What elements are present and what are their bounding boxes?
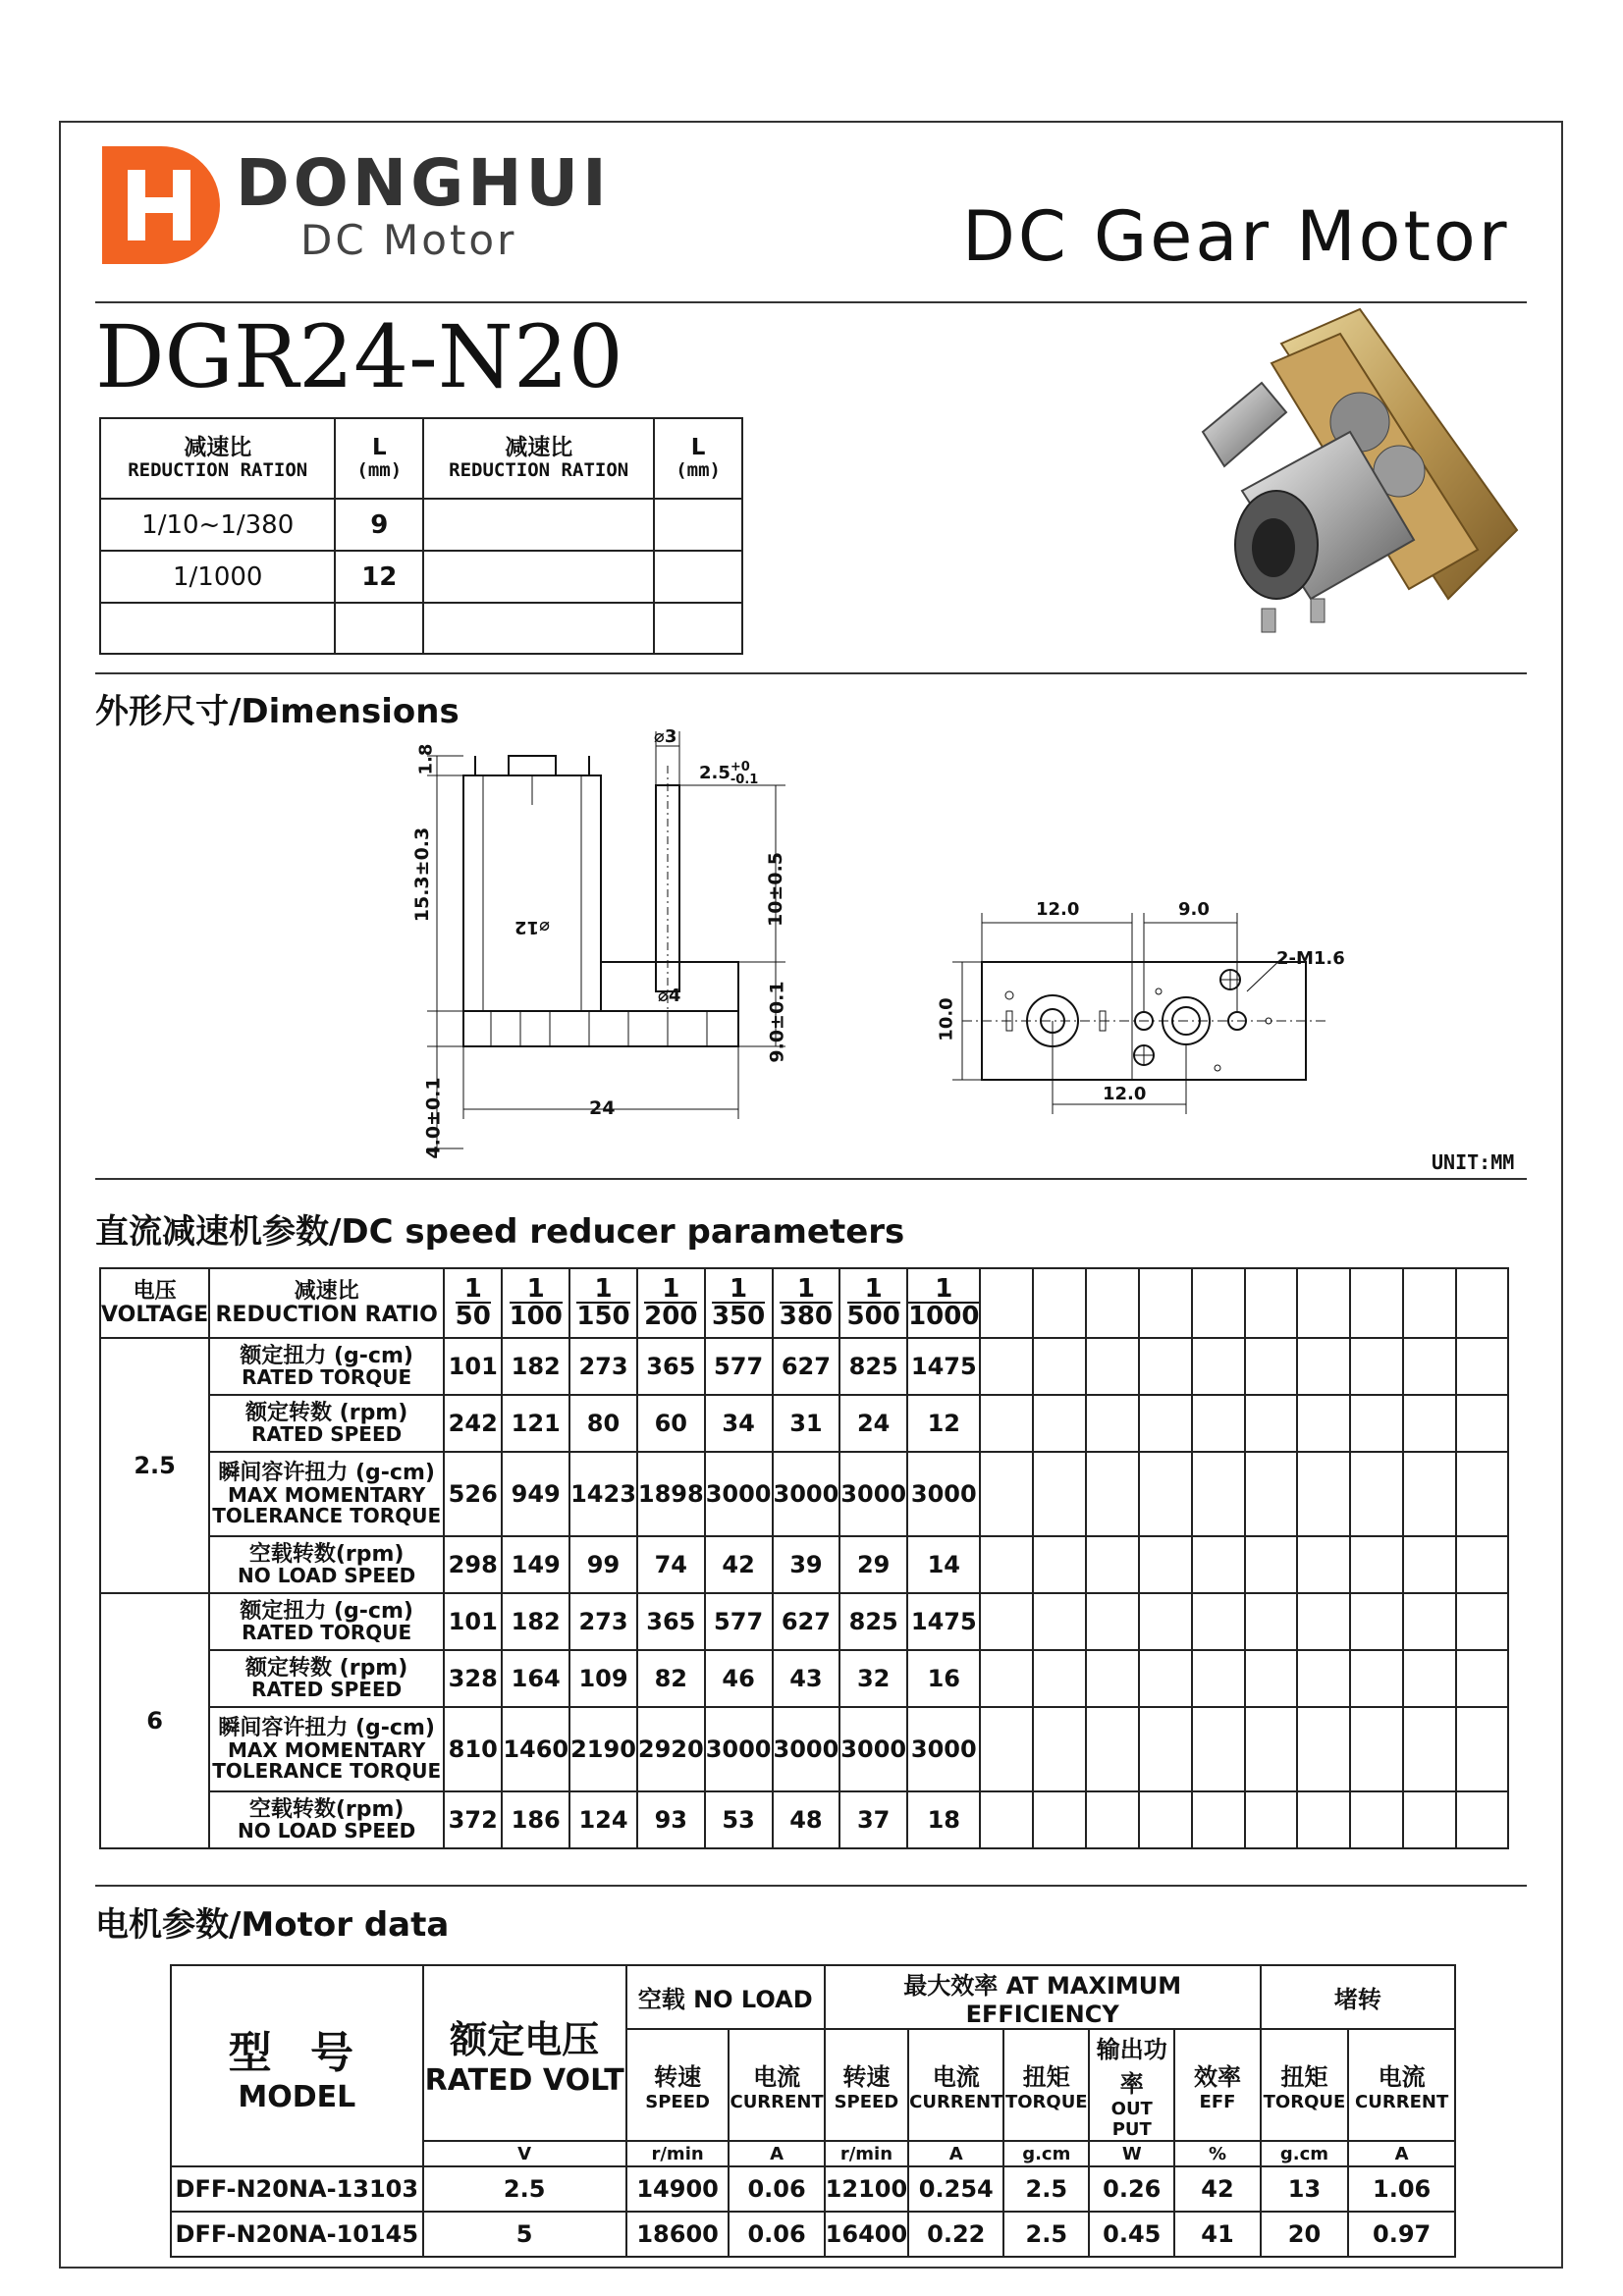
value-cell: 149 bbox=[502, 1536, 569, 1593]
value-cell: 46 bbox=[705, 1650, 773, 1707]
value-cell: 124 bbox=[569, 1791, 637, 1848]
value-cell: 3000 bbox=[773, 1452, 840, 1536]
value-cell: 5 bbox=[423, 2212, 626, 2257]
value-cell: 2.5 bbox=[1003, 2212, 1089, 2257]
value-cell: 41 bbox=[1174, 2212, 1260, 2257]
value-cell: 328 bbox=[444, 1650, 502, 1707]
brand-subtitle: DC Motor bbox=[300, 216, 517, 264]
param-label: 额定扭力 (g-cm) RATED TORQUE bbox=[209, 1338, 444, 1395]
value-cell: 0.26 bbox=[1089, 2166, 1174, 2212]
dim-shaft-length: 10±0.5 bbox=[765, 851, 787, 928]
value-cell: 825 bbox=[839, 1593, 907, 1650]
value-cell: 1475 bbox=[907, 1338, 980, 1395]
value-cell: 12 bbox=[907, 1395, 980, 1452]
dim-side-b: 9.0 bbox=[1178, 899, 1210, 920]
model-header-cn: 型 号 bbox=[228, 2028, 365, 2078]
value-cell: 32 bbox=[839, 1650, 907, 1707]
voltage-cell: 6 bbox=[100, 1593, 209, 1848]
value-cell: 3000 bbox=[705, 1452, 773, 1536]
dim-gear-height: 9.0±0.1 bbox=[766, 981, 788, 1063]
donghui-logo-icon bbox=[98, 142, 224, 268]
value-cell: 182 bbox=[502, 1338, 569, 1395]
value-cell: 42 bbox=[1174, 2166, 1260, 2212]
dim-width: 24 bbox=[589, 1097, 616, 1119]
ratio-header: $\frac{1}{1000}$ bbox=[907, 1268, 980, 1338]
value-cell: 16400 bbox=[825, 2212, 909, 2257]
value-cell: 0.97 bbox=[1348, 2212, 1455, 2257]
value-cell: 2.5 bbox=[1003, 2166, 1089, 2212]
dim-flat: 2.5 +0 -0.1 bbox=[699, 760, 759, 787]
value-cell: 0.254 bbox=[908, 2166, 1003, 2212]
table-row bbox=[100, 1791, 1508, 1848]
value-cell: 13 bbox=[1261, 2166, 1349, 2212]
dim-side-c: 12.0 bbox=[1103, 1084, 1147, 1104]
value-cell: 39 bbox=[773, 1536, 840, 1593]
value-cell: 577 bbox=[705, 1338, 773, 1395]
value-cell: 12100 bbox=[825, 2166, 909, 2212]
value-cell: 242 bbox=[444, 1395, 502, 1452]
ratio-header: $\frac{1}{100}$ bbox=[502, 1268, 569, 1338]
value-cell: 298 bbox=[444, 1536, 502, 1593]
dim-base-height: 4.0±0.1 bbox=[422, 1077, 445, 1159]
value-cell: 48 bbox=[773, 1791, 840, 1848]
param-label: 空载转数(rpm) NO LOAD SPEED bbox=[209, 1536, 444, 1593]
value-cell: 3000 bbox=[839, 1452, 907, 1536]
value-cell: 3000 bbox=[705, 1707, 773, 1791]
value-cell: 31 bbox=[773, 1395, 840, 1452]
value-cell: 74 bbox=[637, 1536, 705, 1593]
value-cell: 80 bbox=[569, 1395, 637, 1452]
value-cell: 825 bbox=[839, 1338, 907, 1395]
value-cell: 16 bbox=[907, 1650, 980, 1707]
dim-top-gap: 1.8 bbox=[415, 743, 437, 775]
value-cell: 121 bbox=[502, 1395, 569, 1452]
value-cell: 82 bbox=[637, 1650, 705, 1707]
value-cell: 34 bbox=[705, 1395, 773, 1452]
voltage-cell: 2.5 bbox=[100, 1338, 209, 1593]
table-row bbox=[100, 1593, 1508, 1650]
ratio-header: $\frac{1}{380}$ bbox=[773, 1268, 840, 1338]
dim-dia12: ⌀12 bbox=[514, 917, 550, 937]
table-row bbox=[100, 1452, 1508, 1536]
value-cell: 53 bbox=[705, 1791, 773, 1848]
value-cell: 273 bbox=[569, 1338, 637, 1395]
param-label: 额定转数 (rpm) RATED SPEED bbox=[209, 1650, 444, 1707]
length-table: 减速比 REDUCTION RATION L (mm) 减速比 REDUCTION RATION L (mm) 1/10~1/380 9 1/1000 12 bbox=[99, 417, 743, 655]
value-cell: 526 bbox=[444, 1452, 502, 1536]
value-cell: 182 bbox=[502, 1593, 569, 1650]
model-header-en: MODEL bbox=[238, 2080, 356, 2114]
value-cell: 20 bbox=[1261, 2212, 1349, 2257]
param-label: 额定转数 (rpm) RATED SPEED bbox=[209, 1395, 444, 1452]
value-cell: 1423 bbox=[569, 1452, 637, 1536]
value-cell: 0.22 bbox=[908, 2212, 1003, 2257]
value-cell: 1.06 bbox=[1348, 2166, 1455, 2212]
value-cell: 2190 bbox=[569, 1707, 637, 1791]
dim-side-height: 10.0 bbox=[936, 997, 957, 1041]
value-cell: 365 bbox=[637, 1338, 705, 1395]
value-cell: 37 bbox=[839, 1791, 907, 1848]
value-cell: 0.06 bbox=[729, 2212, 824, 2257]
table-row: 1/1000 12 bbox=[100, 551, 742, 603]
value-cell: 627 bbox=[773, 1593, 840, 1650]
value-cell: 164 bbox=[502, 1650, 569, 1707]
value-cell: 101 bbox=[444, 1593, 502, 1650]
unit-label: UNIT:MM bbox=[1432, 1150, 1515, 1174]
value-cell: 14 bbox=[907, 1536, 980, 1593]
section-divider bbox=[95, 1178, 1527, 1180]
ratio-header: $\frac{1}{150}$ bbox=[569, 1268, 637, 1338]
value-cell: 93 bbox=[637, 1791, 705, 1848]
motor-title: 电机参数/Motor data bbox=[95, 1905, 450, 1945]
param-label: 额定扭力 (g-cm) RATED TORQUE bbox=[209, 1593, 444, 1650]
value-cell: 372 bbox=[444, 1791, 502, 1848]
value-cell: 1898 bbox=[637, 1452, 705, 1536]
value-cell: 3000 bbox=[907, 1452, 980, 1536]
value-cell: 3000 bbox=[773, 1707, 840, 1791]
dim-dia3: ⌀3 bbox=[654, 726, 677, 747]
dim-side-a: 12.0 bbox=[1036, 899, 1080, 920]
value-cell: 42 bbox=[705, 1536, 773, 1593]
dim-dia4: ⌀4 bbox=[658, 986, 681, 1006]
motor-table: 型 号 MODEL 额定电压 RATED VOLT 空载 NO LOAD 最大效率 AT MAXIMUM EFFICIENCY 堵转 转速 SPEED 电流 CURRENT 转速 SPEED 电流 CURRENT 扭矩 TORQUE 输出功率 OUT PUT 效率 EFF 扭矩 TORQUE 电流 CURRENT V r/min A r/min A g.cm W % g.cm A DFF-N20NA-13103 2.5 14900 0.06 12100 0.254 2.5 0.26 42 13 1.06 DFF-N20NA-10145 5 18600 0.06 16400 0.22 2.5 0.45 41 20 0.97 bbox=[170, 1964, 1456, 2258]
reducer-title: 直流减速机参数/DC speed reducer parameters bbox=[95, 1212, 905, 1252]
dimensions-title: 外形尺寸/Dimensions bbox=[95, 692, 460, 731]
reducer-table: 电压 VOLTAGE 减速比 REDUCTION RATIO $\frac{1}{50}$ $\frac{1}{100}$ $\frac{1}{150}$ $\frac{1}{200}$ $\frac{1}{350}$ $\frac{1}{380}$ $\frac{1}{500}$ $\frac{1}{1000}$ 2.5 额定扭力 (g-cm) RATED TORQUE 101 182 273 365 577 627 825 1475 额定转数 (rpm) RATED SPEED 242 121 80 60 34 31 24 12 瞬间容许扭力 (g-cm) MAX MOMENTARY TOLERANCE TORQUE 526 949 1423 1898 3000 3000 3000 3000 空载转数(rpm) NO LOAD SPEED 298 149 99 74 42 39 29 14 6 额定扭力 (g-cm) RATED TORQUE 101 182 273 365 577 627 825 1475 额定转数 (rpm) RATED SPEED 328 164 109 82 46 43 32 16 瞬间容许扭力 (g-cm) MAX MOMENTARY TOLERANCE TORQUE 810 1460 2190 2920 3000 3000 3000 3000 空载转数(rpm) NO LOAD SPEED 372 186 124 93 53 48 37 18 bbox=[99, 1267, 1509, 1849]
table-row bbox=[100, 1395, 1508, 1452]
value-cell: 1460 bbox=[502, 1707, 569, 1791]
value-cell: 18 bbox=[907, 1791, 980, 1848]
value-cell: 24 bbox=[839, 1395, 907, 1452]
ratio-header: $\frac{1}{350}$ bbox=[705, 1268, 773, 1338]
value-cell: 3000 bbox=[839, 1707, 907, 1791]
value-cell: 101 bbox=[444, 1338, 502, 1395]
value-cell: 60 bbox=[637, 1395, 705, 1452]
value-cell: 1475 bbox=[907, 1593, 980, 1650]
table-row bbox=[171, 2166, 1455, 2212]
dim-screw: 2-M1.6 bbox=[1276, 948, 1345, 969]
model-number: DGR24-N20 bbox=[95, 306, 623, 407]
value-cell: 99 bbox=[569, 1536, 637, 1593]
table-row bbox=[100, 1536, 1508, 1593]
param-label: 瞬间容许扭力 (g-cm) MAX MOMENTARY TOLERANCE TORQUE bbox=[209, 1452, 444, 1536]
table-row: 1/10~1/380 9 bbox=[100, 499, 742, 551]
ratio-header: $\frac{1}{50}$ bbox=[444, 1268, 502, 1338]
param-label: 瞬间容许扭力 (g-cm) MAX MOMENTARY TOLERANCE TORQUE bbox=[209, 1707, 444, 1791]
value-cell: 29 bbox=[839, 1536, 907, 1593]
value-cell: 43 bbox=[773, 1650, 840, 1707]
table-row bbox=[171, 2212, 1455, 2257]
value-cell: 810 bbox=[444, 1707, 502, 1791]
model-cell: DFF-N20NA-10145 bbox=[171, 2212, 423, 2257]
value-cell: 3000 bbox=[907, 1707, 980, 1791]
dim-height: 15.3±0.3 bbox=[411, 827, 434, 923]
value-cell: 949 bbox=[502, 1452, 569, 1536]
ratio-header: $\frac{1}{200}$ bbox=[637, 1268, 705, 1338]
value-cell: 14900 bbox=[626, 2166, 730, 2212]
value-cell: 0.06 bbox=[729, 2166, 824, 2212]
brand-name: DONGHUI bbox=[236, 145, 611, 221]
header-divider bbox=[95, 301, 1527, 303]
table-row bbox=[100, 1338, 1508, 1395]
document-title: DC Gear Motor bbox=[962, 196, 1510, 277]
value-cell: 18600 bbox=[626, 2212, 730, 2257]
value-cell: 273 bbox=[569, 1593, 637, 1650]
section-divider bbox=[95, 1885, 1527, 1887]
table-row bbox=[100, 603, 742, 654]
motor-photo bbox=[1163, 304, 1527, 667]
value-cell: 577 bbox=[705, 1593, 773, 1650]
value-cell: 109 bbox=[569, 1650, 637, 1707]
param-label: 空载转数(rpm) NO LOAD SPEED bbox=[209, 1791, 444, 1848]
value-cell: 365 bbox=[637, 1593, 705, 1650]
ratio-header: $\frac{1}{500}$ bbox=[839, 1268, 907, 1338]
value-cell: 2920 bbox=[637, 1707, 705, 1791]
value-cell: 186 bbox=[502, 1791, 569, 1848]
section-divider bbox=[95, 672, 1527, 674]
table-row bbox=[100, 1707, 1508, 1791]
value-cell: 0.45 bbox=[1089, 2212, 1174, 2257]
table-row bbox=[100, 1650, 1508, 1707]
value-cell: 2.5 bbox=[423, 2166, 626, 2212]
value-cell: 627 bbox=[773, 1338, 840, 1395]
model-cell: DFF-N20NA-13103 bbox=[171, 2166, 423, 2212]
